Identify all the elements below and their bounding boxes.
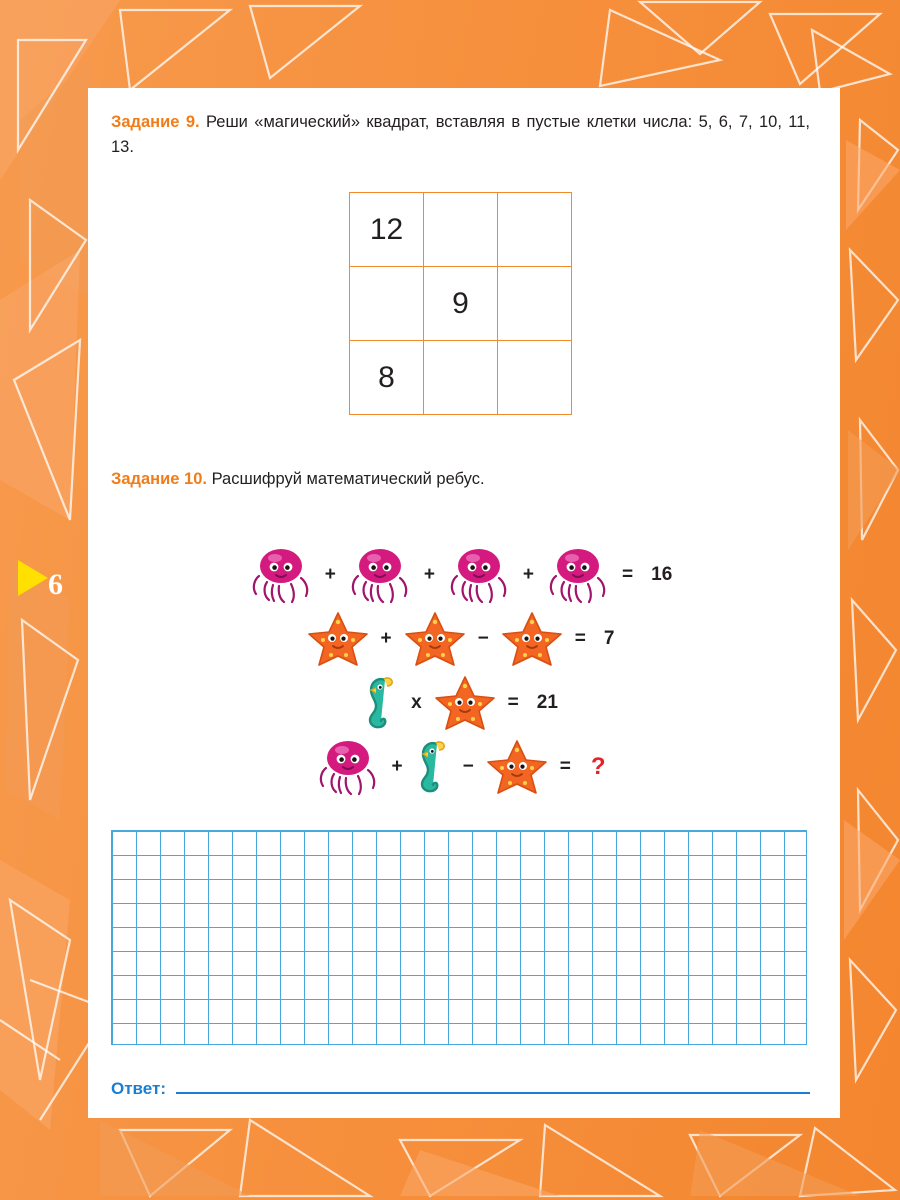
operator-multiply: x [411,692,422,713]
page-tab-wedge [18,560,48,596]
magic-square-table [349,192,572,415]
octopus-icon [249,546,313,604]
magic-cell-r2c2[interactable]: 9 [424,267,498,341]
starfish-icon [307,610,369,668]
operator-plus: + [522,564,535,585]
starfish-icon [404,610,466,668]
table-row [350,341,572,415]
worksheet-sheet [88,88,840,1118]
rebus-result-2: 7 [603,628,615,649]
page-number: 6 [48,568,63,601]
octopus-icon [348,546,412,604]
task-10-heading [111,467,810,492]
starfish-icon [486,738,548,796]
starfish-icon [434,674,496,732]
magic-square-wrapper [111,192,810,415]
task-9-heading [111,110,810,160]
magic-cell-r1c3[interactable] [498,193,572,267]
rebus-block [111,546,810,796]
task-9-text: Реши «магический» квадрат, вставляя в пустые клетки числа: 5, 6, 7, 10, 11, 13. [111,113,810,156]
operator-plus: + [380,628,392,649]
equals-sign: = [622,564,634,585]
magic-cell-r2c3[interactable] [498,267,572,341]
rebus-row-1 [111,546,810,604]
operator-plus: + [391,756,403,777]
magic-cell-r2c1[interactable] [350,267,424,341]
rebus-result-4: ? [590,753,606,780]
operator-minus: − [477,628,489,649]
task-10-label: Задание 10. [111,470,207,488]
operator-plus: + [423,564,435,585]
answer-input-line[interactable] [176,1088,810,1094]
rebus-row-3 [111,674,810,732]
equals-sign: = [507,692,519,713]
rebus-result-3: 21 [536,692,558,713]
rebus-row-4 [111,738,810,796]
seahorse-icon [415,738,451,796]
page-number-tab [18,560,88,630]
equals-sign: = [559,756,571,777]
octopus-icon [316,738,380,796]
equals-sign: = [574,628,586,649]
answer-row [111,1079,810,1099]
octopus-icon [447,546,511,604]
magic-cell-r1c1[interactable]: 12 [350,193,424,267]
table-row [350,193,572,267]
answer-grid-paper[interactable] [111,830,807,1045]
magic-cell-r3c3[interactable] [498,341,572,415]
magic-cell-r3c2[interactable] [424,341,498,415]
magic-cell-r1c2[interactable] [424,193,498,267]
seahorse-icon [363,674,399,732]
operator-minus: − [462,756,474,777]
operator-plus: + [324,564,336,585]
table-row [350,267,572,341]
rebus-row-2 [111,610,810,668]
task-9-label: Задание 9. [111,113,200,131]
answer-label: Ответ: [111,1079,166,1098]
rebus-result-1: 16 [651,564,673,585]
task-10-text: Расшифруй математический ребус. [211,470,485,488]
octopus-icon [546,546,610,604]
magic-cell-r3c1[interactable]: 8 [350,341,424,415]
starfish-icon [501,610,563,668]
